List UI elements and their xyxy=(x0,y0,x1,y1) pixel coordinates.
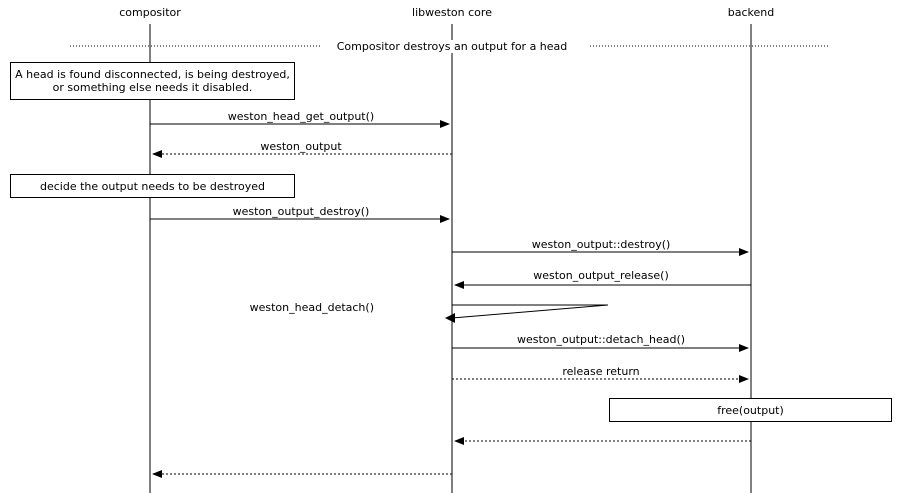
message-label-release-return: release return xyxy=(562,365,640,378)
actor-label-backend: backend xyxy=(727,6,775,19)
message-label-weston-output-destroy-backend: weston_output::destroy() xyxy=(531,238,671,251)
actor-label-libweston-core: libweston core xyxy=(412,6,492,19)
note-free-output: free(output) xyxy=(609,398,892,422)
message-label-weston-output: weston_output xyxy=(260,140,342,153)
actor-label-compositor: compositor xyxy=(119,6,181,19)
message-label-weston-output-release: weston_output_release() xyxy=(533,269,669,282)
message-label-weston-output-detach-head: weston_output::detach_head() xyxy=(516,333,686,346)
note-head-disconnected: A head is found disconnected, is being destroyed, or something else needs it disabled. xyxy=(10,62,295,100)
separator-label: Compositor destroys an output for a head xyxy=(333,40,572,53)
message-label-weston-head-get-output: weston_head_get_output() xyxy=(227,110,375,123)
note-decide-destroy: decide the output needs to be destroyed xyxy=(10,174,295,198)
message-label-weston-head-detach: weston_head_detach() xyxy=(249,301,374,314)
message-label-weston-output-destroy: weston_output_destroy() xyxy=(232,205,370,218)
